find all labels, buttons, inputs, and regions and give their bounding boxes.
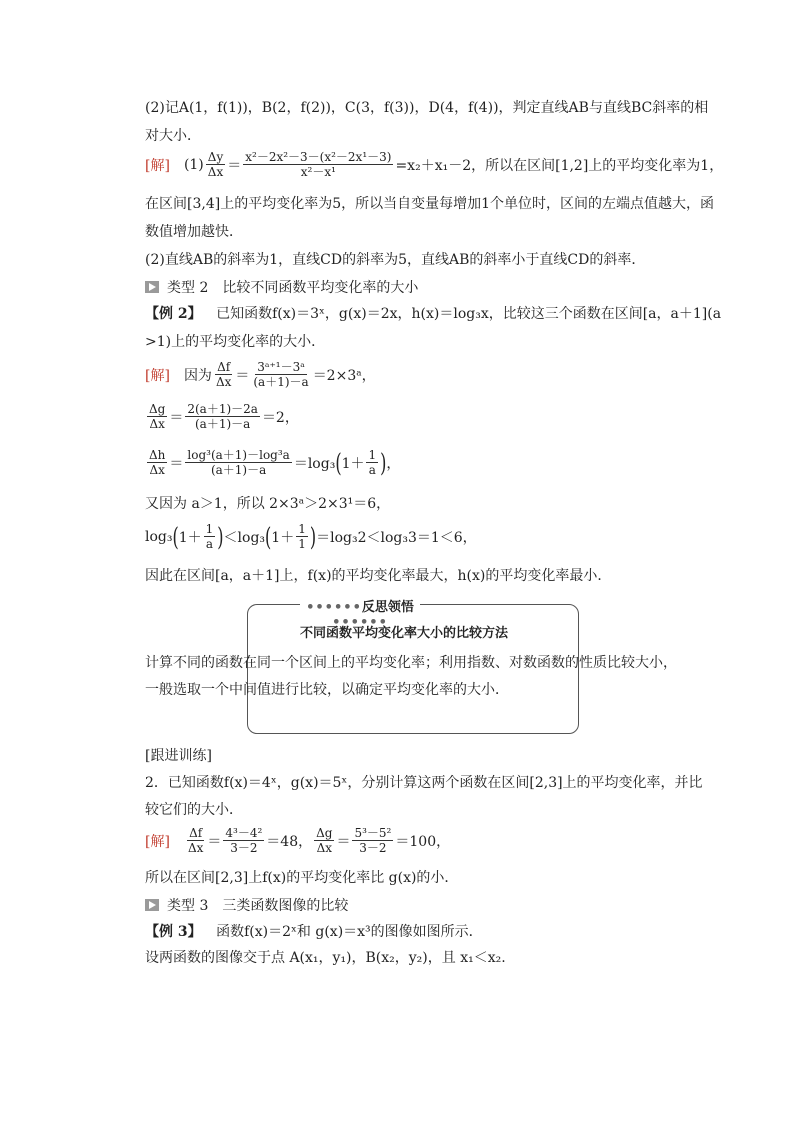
example-tag: 【例 3】	[145, 924, 202, 940]
reflection-line: 一般选取一个中间值进行比较，以确定平均变化率的大小．	[145, 682, 509, 698]
section-heading: 类型 3 三类函数图像的比较	[145, 895, 348, 915]
follow-question: 较它们的大小．	[145, 802, 243, 818]
solution-line: (2)直线AB的斜率为1，直线CD的斜率为5，直线AB的斜率小于直线CD的斜率．	[145, 252, 646, 268]
formula-h: $\frac{\Delta h}{\Delta x}$ ＝ $\frac{\text{log³(a＋1)－log³a}}{(a+1)-a}$ ＝log₃ ( 1＋ $\frac{1}{a}$ ) ，	[149, 447, 401, 478]
reflection-line: 计算不同的函数在同一个区间上的平均变化率；利用指数、对数函数的性质比较大小，	[145, 655, 677, 671]
solution-lead: (1)	[183, 156, 204, 173]
reflection-title: 不同函数平均变化率大小的比较方法	[300, 626, 509, 641]
solution-line: 又因为 a＞1，所以 2×3ᵃ＞2×3¹＝6，	[145, 496, 391, 512]
solution-tag: [解]	[145, 833, 170, 850]
solution-result: =x₂＋x₁－2，所以在区间[1,2]上的平均变化率为1，	[395, 157, 724, 174]
reflection-badge: ••••••反思领悟••••••	[300, 596, 420, 630]
solution-line: 数值增加越快．	[145, 224, 243, 240]
example-line: 【例 2】 已知函数f(x)＝3ˣ，g(x)＝2x，h(x)＝log₃x，比较这三个函数在区间[a，a＋1](a	[145, 306, 722, 322]
play-icon	[145, 899, 159, 911]
fraction-rhs: $\frac{\text{x²－2x²－3－(x²－2x¹－3)}}{\text{x²－x¹}}$	[245, 150, 392, 179]
solution-conclusion: 因此在区间[a，a＋1]上，f(x)的平均变化率最大，h(x)的平均变化率最小．	[145, 568, 612, 584]
solution-tag: [解]	[145, 367, 170, 384]
formula-f: [解] 因为 $\frac{\Delta f}{\Delta x}$ ＝ $\frac{\text{3ᵃ⁺¹－3ᵃ}}{(a+1)-a}$ ＝2×3ᵃ，	[145, 360, 376, 389]
follow-conclusion: 所以在区间[2,3]上f(x)的平均变化率比 g(x)的小．	[145, 870, 459, 886]
solution-formula: [解] (1) $\frac{\Delta y}{\Delta x}$ ＝ $\frac{\text{x²－2x²－3－(x²－2x¹－3)}}{\text{x²－x¹}}$ =x₂＋x₁－2，所以在区间[1,2]上的平均变化率为1，	[145, 150, 724, 179]
follow-formula: [解] $\frac{\Delta f}{\Delta x}$ ＝ $\frac{\text{4³－4²}}{3-2}$ ＝48， $\frac{\Delta g}{\Delta x}$ ＝ $\frac{\text{5³－5²}}{3-2}$ ＝100，	[145, 826, 451, 855]
solution-line: 在区间[3,4]上的平均变化率为5，所以当自变量每增加1个单位时，区间的左端点值越大，函	[145, 196, 715, 212]
fraction-lhs: $\frac{\Delta y}{\Delta x}$	[207, 150, 224, 179]
example-tag: 【例 2】	[145, 306, 202, 322]
section-heading: 类型 2 比较不同函数平均变化率的大小	[145, 277, 418, 297]
example-line: 【例 3】 函数f(x)＝2ˣ和 g(x)＝x³的图像如图所示．	[145, 924, 483, 940]
formula-g: $\frac{\Delta g}{\Delta x}$ ＝ $\frac{2(a+1)-2a}{(a+1)-a}$ ＝2，	[149, 402, 299, 431]
question-line: (2)记A(1，f(1))，B(2，f(2))，C(3，f(3))，D(4，f(4))，判定直线AB与直线BC斜率的相	[145, 100, 709, 116]
follow-question: 2．已知函数f(x)＝4ˣ，g(x)＝5ˣ，分别计算这两个函数在区间[2,3]上的平均变化率，并比	[145, 775, 703, 791]
example-line: 设两函数的图像交于点 A(x₁，y₁)，B(x₂，y₂)，且 x₁＜x₂.	[145, 950, 506, 966]
question-line: 对大小．	[145, 128, 201, 144]
comparison-line: log₃ ( 1＋ $\frac{1}{a}$ ) ＜log₃ ( 1＋ $\frac{1}{1}$ ) ＝log₃2＜log₃3＝1＜6，	[145, 521, 477, 552]
play-icon	[145, 281, 159, 293]
example-line: >1)上的平均变化率的大小．	[145, 334, 326, 350]
solution-tag: [解]	[145, 157, 170, 174]
follow-tag: [跟进训练]	[145, 748, 212, 764]
